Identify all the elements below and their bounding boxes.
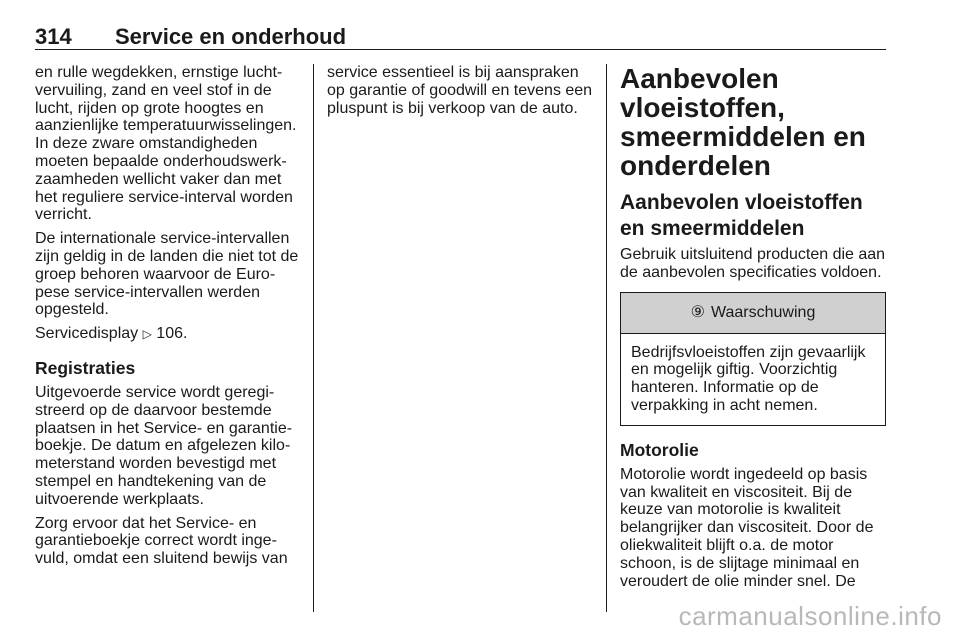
page-header [35,24,887,50]
paragraph: service essentieel is bij aanspraken op garantie of goodwill en tevens een pluspunt is bij verkoop van de auto. [327,64,593,117]
header-rule [35,49,886,50]
column-divider-1 [313,64,314,612]
section-heading-registraties: Registraties [35,357,136,378]
section-heading-motorolie: Motorolie [620,439,699,460]
chapter-heading: Aanbevolen vloeistoffen, smeermiddelen en onderdelen [620,63,866,181]
paragraph: Uitgevoerde service wordt geregistreerd op de daarvoor bestemde plaatsen in het Service- en garantieboekje. De datum en afgelezen kilometerstand worden bevestigd met stempel en handtekening van de uitvoerende werkplaats. [35,383,293,508]
warning-icon: ⑨ [690,303,705,321]
page-number: 314 [35,24,72,49]
column-3 [620,64,888,596]
paragraph-reference [35,325,303,344]
page-title: Service en onderhoud [115,24,347,49]
reference-text: Servicedisplay [35,325,139,343]
column-divider-2 [606,64,607,612]
column-2 [327,64,595,123]
paragraph: De internationale service-intervallen zijn geldig in de landen die niet tot de groep behoren waarvoor de Europese service-intervallen werden opgesteld. [35,230,299,319]
warning-body: Bedrijfsvloeistoffen zijn gevaarlijk en mogelijk giftig. Voorzichtig hanteren. Informatie op de verpakking in acht nemen. [631,343,866,414]
paragraph: Zorg ervoor dat het Service- en garantieboekje correct wordt ingevuld, omdat een sluitend bewijs van [35,514,288,568]
paragraph: Gebruik uitsluitend producten die aan de aanbevolen specificaties voldoen. [620,246,886,281]
page-reference-link[interactable]: 106. [156,325,188,343]
column-1 [35,64,303,574]
page-ref-arrow-icon: ▷ [142,327,152,342]
warning-box [620,292,886,426]
watermark: carmanualsonline.info [678,601,942,631]
paragraph: en rulle wegdekken, ernstige luchtvervuiling, zand en veel stof in de lucht, rijden op grote hoogtes en aanzienlijke temperatuurwisselingen. In deze zware omstandigheden moeten bepaalde onderhoudswerkzaamheden wellicht vaker dan met het reguliere service-interval worden verricht. [35,64,297,224]
warning-title: Waarschuwing [711,303,816,321]
section-heading: Aanbevolen vloeistoffen en smeermiddelen [620,191,863,240]
paragraph: Motorolie wordt ingedeeld op basis van kwaliteit en viscositeit. Bij de keuze van motorolie is kwaliteit belangrijker dan viscositeit. Door de oliekwaliteit blijft o.a. de motor schoon, is de slijtage minimaal en veroudert de olie minder snel. De [620,465,874,590]
warning-header [621,293,885,334]
